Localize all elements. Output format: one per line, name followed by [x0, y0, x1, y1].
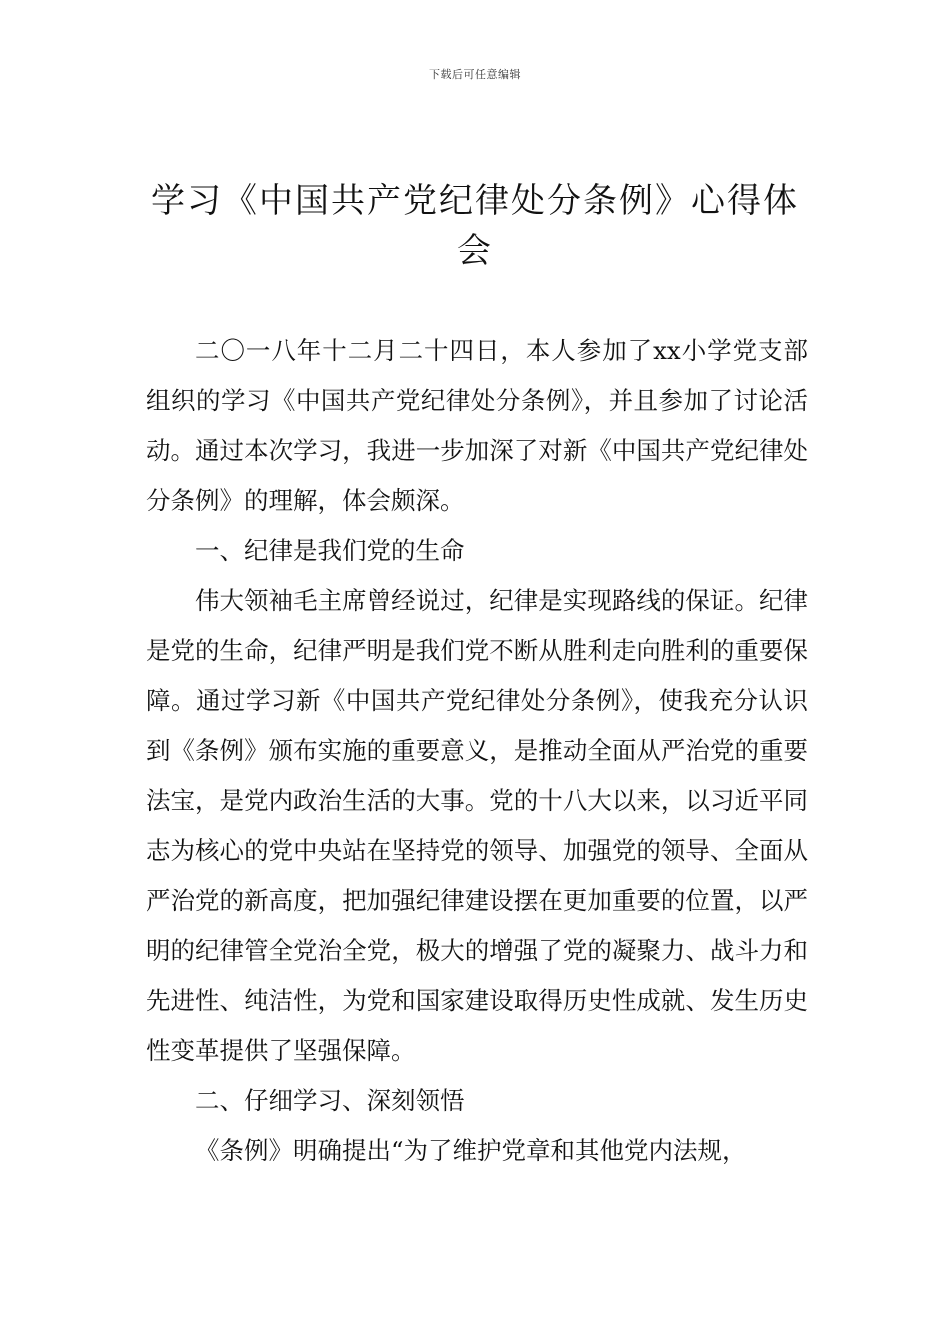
document-title: 学习《中国共产党纪律处分条例》心得体会 — [151, 181, 799, 271]
paragraph-section-2: 《条例》明确提出“为了维护党章和其他党内法规， — [195, 1136, 747, 1165]
paragraph-intro: 二〇一八年十二月二十四日，本人参加了xx小学党支部组织的学习《中国共产党纪律处分条例》，并且参加了讨论活动。通过本次学习，我进一步加深了对新《中国共产党纪律处分条例》的理解，体会颇深。 — [146, 336, 808, 515]
paragraph-section-1: 伟大领袖毛主席曾经说过，纪律是实现路线的保证。纪律是党的生命，纪律严明是我们党不断从胜利走向胜利的重要保障。通过学习新《中国共产党纪律处分条例》，使我充分认识到《条例》颁布实施的重要意义，是推动全面从严治党的重要法宝，是党内政治生活的大事。党的十八大以来，以习近平同志为核心的党中央站在坚持党的领导、加强党的领导、全面从严治党的新高度，把加强纪律建设摆在更加重要的位置，以严明的纪律管全党治全党，极大的增强了党的凝聚力、战斗力和先进性、纯洁性，为党和国家建设取得历史性成就、发生历史性变革提供了坚强保障。 — [146, 586, 808, 1065]
document-body — [146, 326, 808, 1176]
section-heading-1: 一、纪律是我们党的生命 — [195, 536, 465, 565]
section-heading-2: 二、仔细学习、深刻领悟 — [195, 1086, 465, 1115]
header-note: 下载后可任意编辑 — [429, 68, 521, 81]
